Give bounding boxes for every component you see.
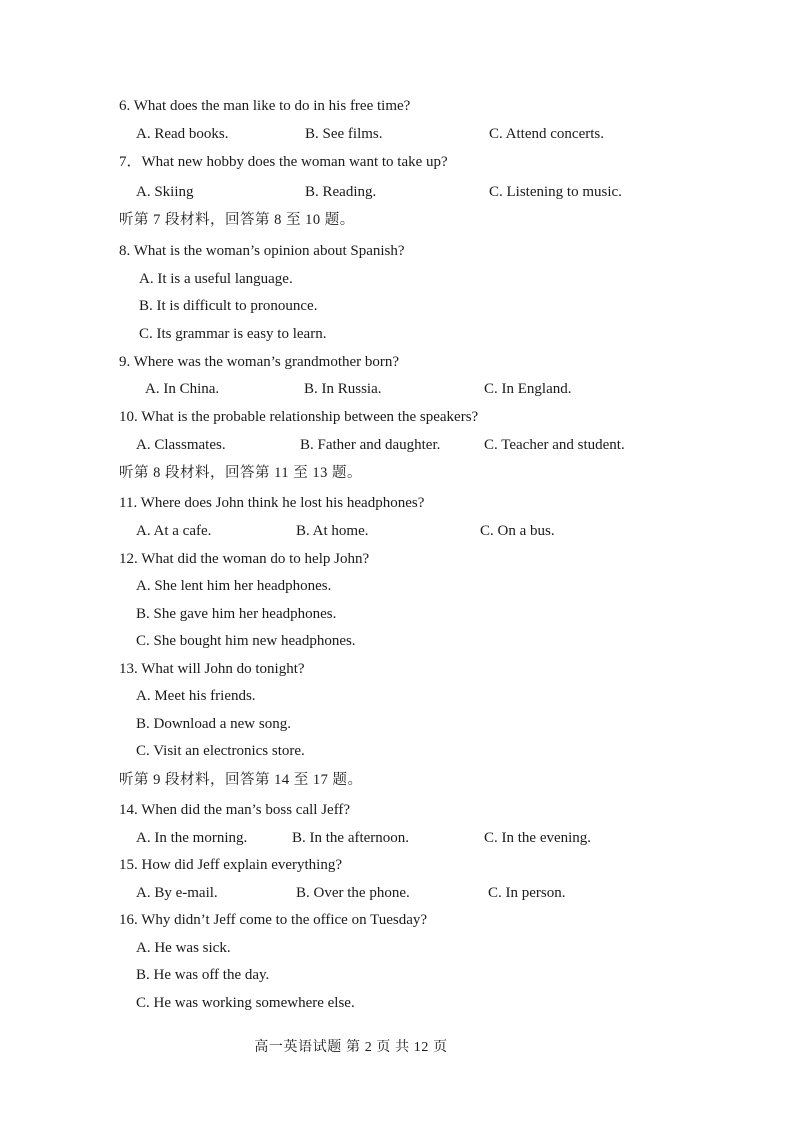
question-16 — [0, 908, 794, 932]
question-15 — [0, 853, 794, 877]
question-14 — [0, 798, 794, 822]
option-a: A. At a cafe. — [136, 523, 212, 539]
section-text: 听第 8 段材料，回答第 11 至 13 题。 — [119, 465, 362, 481]
option-c: C. Visit an electronics store. — [136, 743, 305, 759]
question-text: 16. Why didn’t Jeff come to the office on Tuesday? — [119, 912, 428, 928]
question-7 — [0, 150, 794, 174]
option-a: A. In China. — [145, 381, 220, 397]
page-footer — [0, 1036, 794, 1060]
page-footer-text: 高一英语试题 第 2 页 共 12 页 — [254, 1040, 448, 1055]
option-a: A. Meet his friends. — [136, 688, 256, 704]
option-a: A. It is a useful language. — [139, 271, 293, 287]
option-b-line — [0, 963, 794, 987]
option-b: B. At home. — [296, 523, 369, 539]
question-text: 7．What new hobby does the woman want to take up? — [119, 154, 448, 170]
question-6 — [0, 94, 794, 118]
question-12 — [0, 547, 794, 571]
option-c: C. Listening to music. — [489, 184, 622, 200]
option-a: A. Skiing — [136, 184, 194, 200]
option-a: A. In the morning. — [136, 830, 248, 846]
option-b: B. In the afternoon. — [292, 830, 410, 846]
option-b-line — [0, 294, 794, 318]
option-b: B. Download a new song. — [136, 716, 291, 732]
option-a: A. By e-mail. — [136, 885, 218, 901]
question-10 — [0, 405, 794, 429]
option-c: C. Attend concerts. — [489, 126, 604, 142]
question-text: 14. When did the man’s boss call Jeff? — [119, 802, 351, 818]
option-b: B. In Russia. — [304, 381, 382, 397]
question-8 — [0, 239, 794, 263]
option-b: B. See films. — [305, 126, 383, 142]
question-text: 9. Where was the woman’s grandmother born? — [119, 354, 400, 370]
option-c-line — [0, 739, 794, 763]
option-c-line — [0, 629, 794, 653]
section-heading-7 — [0, 208, 794, 232]
option-c: C. In the evening. — [484, 830, 592, 846]
question-text: 6. What does the man like to do in his free time? — [119, 98, 411, 114]
options-row-11 — [0, 519, 794, 543]
options-row-7 — [0, 180, 794, 204]
option-c: C. On a bus. — [480, 523, 555, 539]
options-row-6 — [0, 122, 794, 146]
option-b-line — [0, 602, 794, 626]
option-a: A. Classmates. — [136, 437, 226, 453]
question-13 — [0, 657, 794, 681]
question-text: 11. Where does John think he lost his headphones? — [119, 495, 425, 511]
option-a: A. He was sick. — [136, 940, 231, 956]
option-b-line — [0, 712, 794, 736]
option-c: C. Its grammar is easy to learn. — [139, 326, 327, 342]
option-a-line — [0, 574, 794, 598]
option-a: A. Read books. — [136, 126, 229, 142]
question-11 — [0, 491, 794, 515]
option-c: C. Teacher and student. — [484, 437, 625, 453]
question-text: 15. How did Jeff explain everything? — [119, 857, 343, 873]
option-c: C. He was working somewhere else. — [136, 995, 355, 1011]
options-row-9 — [0, 377, 794, 401]
option-a-line — [0, 936, 794, 960]
section-text: 听第 9 段材料，回答第 14 至 17 题。 — [119, 772, 363, 788]
option-c-line — [0, 322, 794, 346]
options-row-14 — [0, 826, 794, 850]
option-b: B. Over the phone. — [296, 885, 410, 901]
option-a: A. She lent him her headphones. — [136, 578, 332, 594]
option-c: C. She bought him new headphones. — [136, 633, 356, 649]
section-text: 听第 7 段材料，回答第 8 至 10 题。 — [119, 212, 355, 228]
option-c: C. In person. — [488, 885, 566, 901]
section-heading-9 — [0, 768, 794, 792]
option-c-line — [0, 991, 794, 1015]
option-c: C. In England. — [484, 381, 572, 397]
question-text: 12. What did the woman do to help John? — [119, 551, 370, 567]
question-text: 10. What is the probable relationship between the speakers? — [119, 409, 479, 425]
option-a-line — [0, 684, 794, 708]
option-b: B. Father and daughter. — [300, 437, 441, 453]
option-b: B. It is difficult to pronounce. — [139, 298, 318, 314]
question-text: 8. What is the woman’s opinion about Spanish? — [119, 243, 405, 259]
question-9 — [0, 350, 794, 374]
section-heading-8 — [0, 461, 794, 485]
option-b: B. She gave him her headphones. — [136, 606, 337, 622]
option-b: B. He was off the day. — [136, 967, 270, 983]
option-a-line — [0, 267, 794, 291]
options-row-10 — [0, 433, 794, 457]
option-b: B. Reading. — [305, 184, 377, 200]
question-text: 13. What will John do tonight? — [119, 661, 305, 677]
options-row-15 — [0, 881, 794, 905]
